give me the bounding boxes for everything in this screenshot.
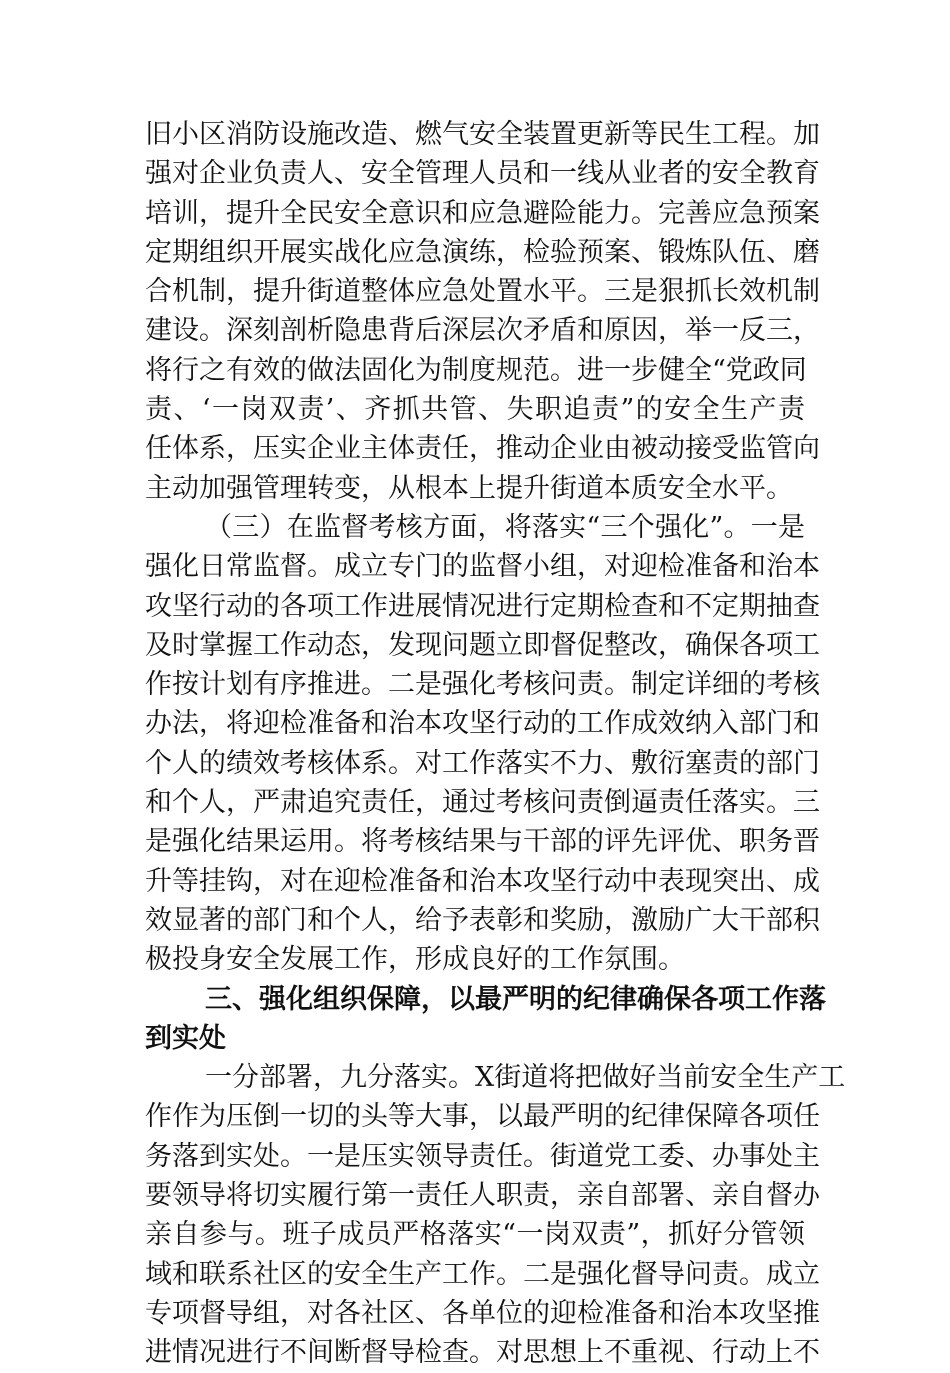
text-line: 旧小区消防设施改造、燃气安全装置更新等民生工程。加 bbox=[145, 119, 820, 150]
text-line: 作按计划有序推进。二是强化考核问责。制定详细的考核 bbox=[145, 669, 820, 701]
section-heading bbox=[145, 980, 826, 1059]
text-line: 三、强化组织保障，以最严明的纪律确保各项工作落 bbox=[205, 983, 826, 1015]
text-line: 合机制，提升街道整体应急处置水平。三是狠抓长效机制 bbox=[145, 276, 820, 308]
text-line: 务落到实处。一是压实领导责任。街道党工委、办事处主 bbox=[145, 1140, 820, 1172]
text-line: 及时掌握工作动态，发现问题立即督促整改，确保各项工 bbox=[145, 629, 820, 661]
paragraph bbox=[145, 508, 820, 980]
text-line: 要领导将切实履行第一责任人职责，亲自部署、亲自督办 bbox=[145, 1180, 820, 1212]
text-line: 主动加强管理转变，从根本上提升街道本质安全水平。 bbox=[145, 472, 793, 504]
text-line: 是强化结果运用。将考核结果与干部的评先评优、职务晋 bbox=[145, 826, 820, 858]
text-line: 强化日常监督。成立专门的监督小组，对迎检准备和治本 bbox=[145, 551, 820, 583]
paragraph bbox=[145, 115, 820, 508]
text-line: 责、‘一岗双责’、齐抓共管、失职追责”的安全生产责 bbox=[145, 394, 805, 426]
text-line: 专项督导组，对各社区、各单位的迎检准备和治本攻坚推 bbox=[145, 1297, 820, 1329]
text-line: 建设。深刻剖析隐患背后深层次矛盾和原因，举一反三， bbox=[145, 315, 820, 347]
text-line: 极投身安全发展工作，形成良好的工作氛围。 bbox=[145, 944, 685, 976]
text-line: 一分部署，九分落实。X街道将把做好当前安全生产工 bbox=[205, 1062, 846, 1094]
text-line: 进情况进行不间断督导检查。对思想上不重视、行动上不 bbox=[145, 1337, 820, 1369]
text-line: 攻坚行动的各项工作进展情况进行定期检查和不定期抽查 bbox=[145, 590, 820, 622]
text-line: 作作为压倒一切的头等大事，以最严明的纪律保障各项任 bbox=[145, 1101, 820, 1133]
text-line: 个人的绩效考核体系。对工作落实不力、敷衍塞责的部门 bbox=[145, 747, 820, 779]
text-line: 任体系，压实企业主体责任，推动企业由被动接受监管向 bbox=[145, 433, 820, 465]
text-line: 域和联系社区的安全生产工作。二是强化督导问责。成立 bbox=[145, 1258, 820, 1290]
text-line: 亲自参与。班子成员严格落实“一岗双责”，抓好分管领 bbox=[145, 1219, 805, 1251]
document-body bbox=[145, 115, 846, 1373]
paragraph bbox=[145, 1058, 846, 1372]
text-line: 效显著的部门和个人，给予表彰和奖励，激励广大干部积 bbox=[145, 904, 820, 936]
text-line: （三）在监督考核方面，将落实“三个强化”。一是 bbox=[205, 511, 805, 543]
text-line: 定期组织开展实战化应急演练，检验预案、锻炼队伍、磨 bbox=[145, 236, 820, 268]
text-line: 强对企业负责人、安全管理人员和一线从业者的安全教育 bbox=[145, 158, 820, 190]
text-line: 将行之有效的做法固化为制度规范。进一步健全“党政同 bbox=[145, 354, 807, 386]
text-line: 升等挂钩，对在迎检准备和治本攻坚行动中表现突出、成 bbox=[145, 865, 820, 897]
text-line: 培训，提升全民安全意识和应急避险能力。完善应急预案 bbox=[145, 197, 820, 229]
text-line: 办法，将迎检准备和治本攻坚行动的工作成效纳入部门和 bbox=[145, 708, 820, 740]
text-line: 和个人，严肃追究责任，通过考核问责倒逼责任落实。三 bbox=[145, 787, 820, 819]
text-line: 到实处 bbox=[145, 1022, 226, 1054]
